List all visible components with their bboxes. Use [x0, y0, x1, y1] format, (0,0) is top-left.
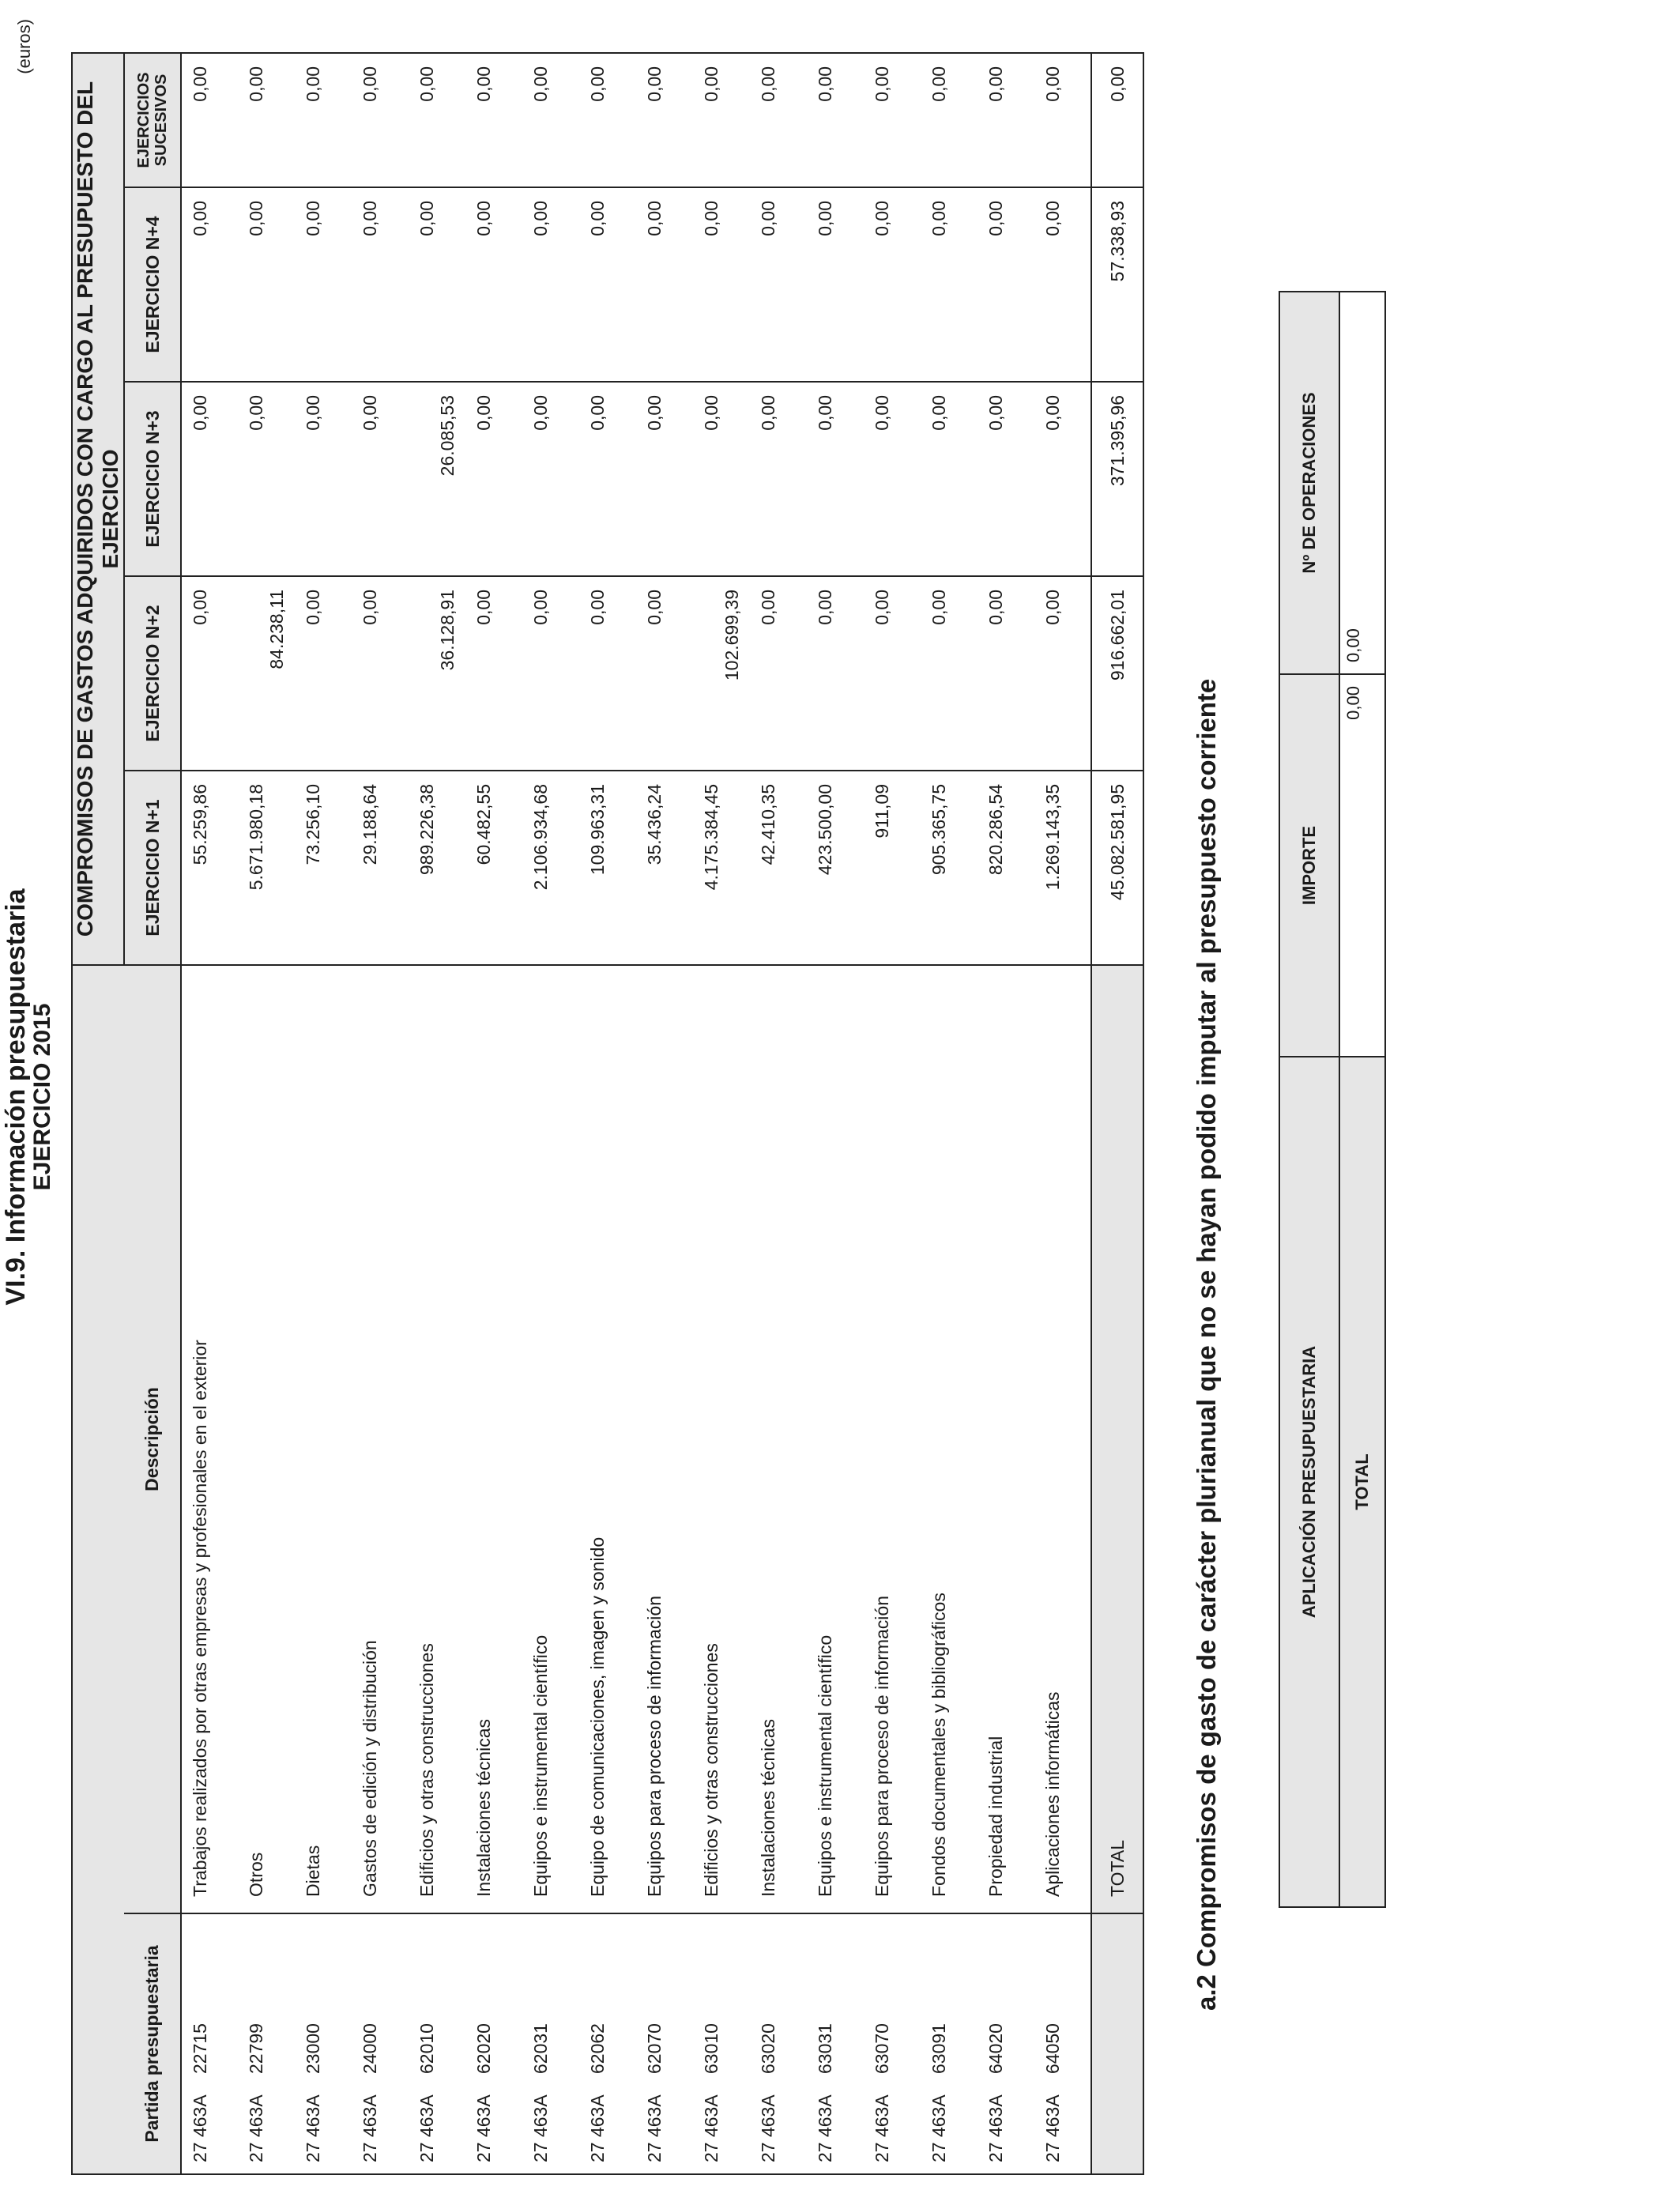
currency-unit-label: (euros) — [14, 19, 34, 74]
description-cell: Propiedad industrial — [977, 965, 1034, 1913]
amount-n3-cell: 0,00 — [295, 382, 352, 576]
total-row — [1091, 53, 1143, 2174]
a2-table — [1279, 291, 1386, 1908]
amount-sucesivos-cell: 0,00 — [807, 53, 864, 187]
concept-code: 22799 — [246, 2023, 266, 2074]
description-cell: Otros — [238, 965, 295, 1913]
amount-sucesivos-cell: 0,00 — [977, 53, 1034, 187]
amount-n1-cell: 911,09 — [864, 771, 921, 965]
description-cell: Edificios y otras construcciones — [693, 965, 750, 1913]
amount-n3-cell: 0,00 — [636, 382, 693, 576]
amount-n1-cell: 5.671.980,18 — [238, 771, 295, 965]
program-code: 27 463A — [644, 2094, 665, 2162]
amount-n3-cell: 0,00 — [977, 382, 1034, 576]
amount-n3-cell: 0,00 — [181, 382, 238, 576]
col-header-partida: Partida presupuestaria — [124, 1913, 181, 2174]
amount-n4-cell: 0,00 — [579, 187, 636, 382]
partida-cell — [409, 1913, 465, 2174]
program-code: 27 463A — [416, 2094, 437, 2162]
amount-n1-cell: 109.963,31 — [579, 771, 636, 965]
amount-n4-cell: 0,00 — [921, 187, 977, 382]
concept-code: 63091 — [929, 2023, 949, 2074]
program-code: 27 463A — [360, 2094, 380, 2162]
description-cell: Gastos de edición y distribución — [352, 965, 409, 1913]
partida-cell — [693, 1913, 750, 2174]
amount-sucesivos-cell: 0,00 — [750, 53, 807, 187]
amount-n2-cell: 0,00 — [352, 576, 409, 771]
amount-n2-cell: 36.128,91 — [409, 576, 465, 771]
amount-n1-cell: 55.259,86 — [181, 771, 238, 965]
amount-n1-cell: 4.175.384,45 — [693, 771, 750, 965]
amount-n4-cell: 0,00 — [409, 187, 465, 382]
partida-cell — [295, 1913, 352, 2174]
amount-n1-cell: 1.269.143,35 — [1034, 771, 1091, 965]
description-cell: Fondos documentales y bibliográficos — [921, 965, 977, 1913]
concept-code: 62031 — [530, 2023, 551, 2074]
amount-n1-cell: 35.436,24 — [636, 771, 693, 965]
description-cell: Equipos para proceso de información — [864, 965, 921, 1913]
amount-sucesivos-cell: 0,00 — [636, 53, 693, 187]
a2-col-aplicacion: APLICACIÓN PRESUPUESTARIA — [1279, 1057, 1339, 1907]
program-code: 27 463A — [303, 2094, 323, 2162]
concept-code: 62062 — [587, 2023, 608, 2074]
total-label: TOTAL — [1091, 965, 1143, 1913]
col-header-n3: EJERCICIO N+3 — [124, 382, 181, 576]
amount-n2-cell: 0,00 — [1034, 576, 1091, 771]
table-row — [465, 53, 522, 2174]
partida-cell — [636, 1913, 693, 2174]
amount-sucesivos-cell: 0,00 — [465, 53, 522, 187]
description-cell: Equipos e instrumental científico — [807, 965, 864, 1913]
program-code: 27 463A — [758, 2094, 778, 2162]
amount-n4-cell: 0,00 — [1034, 187, 1091, 382]
commitments-table-body — [181, 53, 1091, 2174]
program-code: 27 463A — [473, 2094, 494, 2162]
concept-code: 62020 — [473, 2023, 494, 2074]
partida-cell — [750, 1913, 807, 2174]
amount-n1-cell: 60.482,55 — [465, 771, 522, 965]
amount-n4-cell: 0,00 — [864, 187, 921, 382]
amount-n3-cell: 26.085,53 — [409, 382, 465, 576]
a2-total-importe: 0,00 — [1339, 674, 1385, 1057]
table-row — [238, 53, 295, 2174]
amount-sucesivos-cell: 0,00 — [1034, 53, 1091, 187]
concept-code: 63010 — [701, 2023, 721, 2074]
amount-n3-cell: 0,00 — [750, 382, 807, 576]
concept-code: 63031 — [815, 2023, 835, 2074]
concept-code: 62010 — [416, 2023, 437, 2074]
concept-code: 63070 — [872, 2023, 892, 2074]
amount-sucesivos-cell: 0,00 — [409, 53, 465, 187]
col-header-n2: EJERCICIO N+2 — [124, 576, 181, 771]
amount-n1-cell: 820.286,54 — [977, 771, 1034, 965]
table-row — [181, 53, 238, 2174]
program-code: 27 463A — [815, 2094, 835, 2162]
a2-total-operaciones: 0,00 — [1339, 292, 1385, 674]
amount-n1-cell: 2.106.934,68 — [522, 771, 579, 965]
a2-col-importe: IMPORTE — [1279, 674, 1339, 1057]
total-n2: 916.662,01 — [1091, 576, 1143, 771]
amount-n2-cell: 0,00 — [522, 576, 579, 771]
table-row — [750, 53, 807, 2174]
amount-n4-cell: 0,00 — [807, 187, 864, 382]
col-header-n1: EJERCICIO N+1 — [124, 771, 181, 965]
amount-n3-cell: 0,00 — [579, 382, 636, 576]
a2-col-operaciones: Nº DE OPERACIONES — [1279, 292, 1339, 674]
amount-sucesivos-cell: 0,00 — [921, 53, 977, 187]
amount-n4-cell: 0,00 — [522, 187, 579, 382]
section-a2-title: a.2 Compromisos de gasto de carácter plurianual que no se hayan podido imputar al presupuesto corriente — [1192, 678, 1221, 2011]
amount-n4-cell: 0,00 — [181, 187, 238, 382]
program-code: 27 463A — [530, 2094, 551, 2162]
table-row — [636, 53, 693, 2174]
table-row — [579, 53, 636, 2174]
amount-n4-cell: 0,00 — [295, 187, 352, 382]
a2-total-label: TOTAL — [1339, 1057, 1385, 1907]
amount-n2-cell: 0,00 — [636, 576, 693, 771]
amount-n2-cell: 0,00 — [977, 576, 1034, 771]
commitments-table — [71, 52, 1144, 2175]
table-row — [864, 53, 921, 2174]
amount-n2-cell: 0,00 — [295, 576, 352, 771]
amount-n3-cell: 0,00 — [864, 382, 921, 576]
table-row — [409, 53, 465, 2174]
amount-sucesivos-cell: 0,00 — [522, 53, 579, 187]
amount-n4-cell: 0,00 — [750, 187, 807, 382]
description-cell: Trabajos realizados por otras empresas y profesionales en el exterior — [181, 965, 238, 1913]
amount-n3-cell: 0,00 — [465, 382, 522, 576]
concept-code: 24000 — [360, 2023, 380, 2074]
amount-n3-cell: 0,00 — [693, 382, 750, 576]
a2-total-row — [1339, 292, 1385, 1907]
concept-code: 63020 — [758, 2023, 778, 2074]
amount-n3-cell: 0,00 — [1034, 382, 1091, 576]
partida-cell — [238, 1913, 295, 2174]
amount-n1-cell: 73.256,10 — [295, 771, 352, 965]
total-n4: 57.338,93 — [1091, 187, 1143, 382]
amount-n2-cell: 102.699,39 — [693, 576, 750, 771]
program-code: 27 463A — [929, 2094, 949, 2162]
partida-cell — [181, 1913, 238, 2174]
program-code: 27 463A — [701, 2094, 721, 2162]
amount-n3-cell: 0,00 — [807, 382, 864, 576]
amount-n4-cell: 0,00 — [465, 187, 522, 382]
amount-n3-cell: 0,00 — [522, 382, 579, 576]
description-cell: Edificios y otras construcciones — [409, 965, 465, 1913]
amount-sucesivos-cell: 0,00 — [579, 53, 636, 187]
program-code: 27 463A — [190, 2094, 210, 2162]
partida-cell — [522, 1913, 579, 2174]
partida-cell — [864, 1913, 921, 2174]
program-code: 27 463A — [1042, 2094, 1063, 2162]
amount-n1-cell: 989.226,38 — [409, 771, 465, 965]
amount-sucesivos-cell: 0,00 — [238, 53, 295, 187]
partida-cell — [579, 1913, 636, 2174]
amount-n1-cell: 905.365,75 — [921, 771, 977, 965]
table-row — [352, 53, 409, 2174]
table-row — [1034, 53, 1091, 2174]
amount-n4-cell: 0,00 — [636, 187, 693, 382]
table-row — [693, 53, 750, 2174]
page-subtitle: EJERCICIO 2015 — [29, 1003, 55, 1191]
description-cell: Equipo de comunicaciones, imagen y sonido — [579, 965, 636, 1913]
program-code: 27 463A — [587, 2094, 608, 2162]
amount-n2-cell: 0,00 — [465, 576, 522, 771]
amount-n3-cell: 0,00 — [238, 382, 295, 576]
table-row — [807, 53, 864, 2174]
total-n1: 45.082.581,95 — [1091, 771, 1143, 965]
description-cell: Equipos para proceso de información — [636, 965, 693, 1913]
header-blank-cell — [72, 965, 124, 2174]
program-code: 27 463A — [985, 2094, 1006, 2162]
partida-cell — [465, 1913, 522, 2174]
amount-n1-cell: 42.410,35 — [750, 771, 807, 965]
amount-n4-cell: 0,00 — [693, 187, 750, 382]
amount-n2-cell: 0,00 — [921, 576, 977, 771]
partida-cell — [352, 1913, 409, 2174]
partida-cell — [1034, 1913, 1091, 2174]
amount-n2-cell: 0,00 — [864, 576, 921, 771]
amount-n2-cell: 84.238,11 — [238, 576, 295, 771]
concept-code: 22715 — [190, 2023, 210, 2074]
amount-n3-cell: 0,00 — [352, 382, 409, 576]
total-n3: 371.395,96 — [1091, 382, 1143, 576]
table-row — [921, 53, 977, 2174]
table-row — [522, 53, 579, 2174]
concept-code: 23000 — [303, 2023, 323, 2074]
amount-n4-cell: 0,00 — [352, 187, 409, 382]
concept-code: 62070 — [644, 2023, 665, 2074]
total-blank-cell — [1091, 1913, 1143, 2174]
amount-n2-cell: 0,00 — [750, 576, 807, 771]
concept-code: 64020 — [985, 2023, 1006, 2074]
col-header-sucesivos: EJERCICIOS SUCESIVOS — [124, 53, 181, 187]
amount-n4-cell: 0,00 — [977, 187, 1034, 382]
amount-sucesivos-cell: 0,00 — [295, 53, 352, 187]
amount-sucesivos-cell: 0,00 — [693, 53, 750, 187]
amount-sucesivos-cell: 0,00 — [864, 53, 921, 187]
col-header-n4: EJERCICIO N+4 — [124, 187, 181, 382]
description-cell: Instalaciones técnicas — [750, 965, 807, 1913]
partida-cell — [807, 1913, 864, 2174]
amount-n3-cell: 0,00 — [921, 382, 977, 576]
amount-n2-cell: 0,00 — [181, 576, 238, 771]
table-row — [977, 53, 1034, 2174]
partida-cell — [921, 1913, 977, 2174]
amount-n1-cell: 423.500,00 — [807, 771, 864, 965]
amount-sucesivos-cell: 0,00 — [352, 53, 409, 187]
description-cell: Instalaciones técnicas — [465, 965, 522, 1913]
total-sucesivos: 0,00 — [1091, 53, 1143, 187]
amount-sucesivos-cell: 0,00 — [181, 53, 238, 187]
description-cell: Equipos e instrumental científico — [522, 965, 579, 1913]
amount-n2-cell: 0,00 — [807, 576, 864, 771]
description-cell: Dietas — [295, 965, 352, 1913]
program-code: 27 463A — [872, 2094, 892, 2162]
table-row — [295, 53, 352, 2174]
partida-cell — [977, 1913, 1034, 2174]
amount-n2-cell: 0,00 — [579, 576, 636, 771]
col-header-descripcion: Descripción — [124, 965, 181, 1913]
page-title: VI.9. Información presupuestaria — [1, 888, 31, 1306]
description-cell: Aplicaciones informáticas — [1034, 965, 1091, 1913]
amount-n1-cell: 29.188,64 — [352, 771, 409, 965]
amount-n4-cell: 0,00 — [238, 187, 295, 382]
group-header: COMPROMISOS DE GASTOS ADQUIRIDOS CON CARGO AL PRESUPUESTO DEL EJERCICIO — [72, 53, 124, 965]
concept-code: 64050 — [1042, 2023, 1063, 2074]
program-code: 27 463A — [246, 2094, 266, 2162]
